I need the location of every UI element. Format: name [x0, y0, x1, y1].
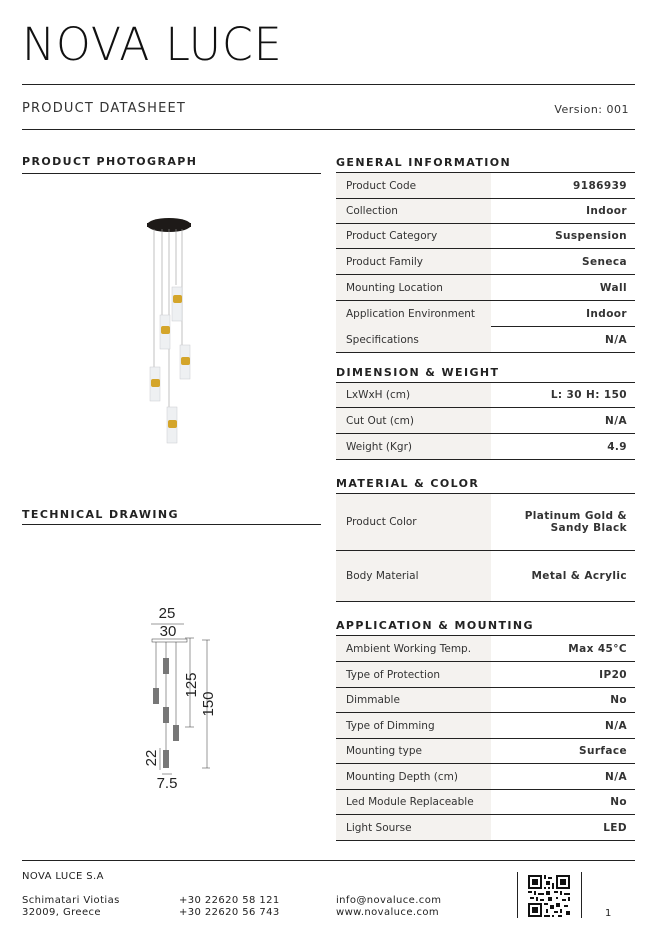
brand-logo: NOVA LUCE [22, 18, 283, 71]
row-label: Product Color [336, 494, 491, 550]
table-row [336, 636, 635, 662]
table-row [336, 327, 635, 353]
technical-drawing [140, 600, 220, 790]
dim-height-total: 150 [200, 691, 217, 717]
row-value: Indoor [586, 308, 627, 320]
dimension-weight-table [336, 383, 635, 460]
table-row [336, 173, 635, 199]
row-value: Metal & Acrylic [531, 570, 627, 582]
row-value: Seneca [582, 255, 627, 268]
technical-drawing-title: TECHNICAL DRAWING [22, 508, 179, 521]
row-value: N/A [605, 414, 627, 427]
table-row [336, 790, 635, 815]
document-title: PRODUCT DATASHEET [22, 101, 187, 116]
row-label: Body Material [336, 551, 491, 601]
table-row [336, 249, 635, 275]
row-label: Weight (Kgr) [336, 434, 491, 459]
footer-company: NOVA LUCE S.A [22, 871, 104, 882]
row-label: Cut Out (cm) [336, 408, 491, 433]
general-information-table [336, 173, 635, 353]
row-label: Product Code [336, 173, 491, 198]
dim-height-inner: 125 [183, 672, 200, 698]
row-value: N/A [605, 333, 627, 346]
row-label: Mounting Depth (cm) [336, 764, 491, 789]
table-row [336, 713, 635, 739]
table-row [336, 383, 635, 408]
footer-divider [22, 860, 635, 861]
footer-website[interactable]: www.novaluce.com [336, 907, 440, 918]
product-photograph-title: PRODUCT PHOTOGRAPH [22, 155, 198, 168]
divider [22, 129, 635, 130]
row-label: Light Sourse [336, 815, 491, 840]
row-label: LxWxH (cm) [336, 383, 491, 407]
row-label: Ambient Working Temp. [336, 636, 491, 661]
footer-address-line2: 32009, Greece [22, 907, 101, 918]
table-row [336, 408, 635, 434]
row-value: LED [603, 821, 627, 834]
row-value: No [610, 694, 627, 706]
table-row [336, 199, 635, 224]
dim-pendant-width: 7.5 [156, 775, 178, 790]
row-value: Suspension [555, 230, 627, 242]
footer-address-line1: Schimatari Viotias [22, 895, 120, 906]
footer-phone-2: +30 22620 56 743 [179, 907, 280, 918]
qr-code-icon [528, 875, 570, 917]
row-label: Type of Protection [336, 662, 491, 687]
dimension-weight-title: DIMENSION & WEIGHT [336, 366, 500, 379]
table-row [336, 815, 635, 841]
dim-top-inner: 25 [158, 605, 176, 622]
table-row [336, 275, 635, 301]
dim-pendant-height: 22 [143, 749, 160, 767]
row-value: Platinum Gold & Sandy Black [524, 510, 627, 534]
row-value: 9186939 [573, 179, 627, 192]
version-label: Version: 001 [554, 103, 629, 116]
divider [22, 84, 635, 85]
application-mounting-table [336, 636, 635, 841]
row-value: No [610, 796, 627, 808]
row-label: Application Environment [336, 301, 491, 327]
application-mounting-title: APPLICATION & MOUNTING [336, 619, 534, 632]
row-value: N/A [605, 719, 627, 732]
table-row [336, 739, 635, 764]
row-label: Specifications [336, 327, 491, 352]
page-number: 1 [605, 908, 612, 919]
row-value: IP20 [599, 668, 627, 681]
table-row [336, 301, 635, 327]
footer-separator [517, 872, 518, 918]
row-label: Mounting Location [336, 275, 491, 300]
table-row [336, 224, 635, 249]
row-value: L: 30 H: 150 [550, 389, 627, 401]
row-value: Surface [578, 745, 627, 757]
table-row [336, 764, 635, 790]
row-label: Mounting type [336, 739, 491, 763]
table-row [336, 662, 635, 688]
material-color-title: MATERIAL & COLOR [336, 477, 480, 490]
row-label: Dimmable [336, 688, 491, 712]
row-label: Product Family [336, 249, 491, 274]
row-value: Wall [599, 281, 627, 294]
row-value: Indoor [586, 205, 627, 217]
dim-top-outer: 30 [159, 623, 177, 640]
row-value: 4.9 [607, 440, 627, 453]
product-photo [140, 215, 200, 445]
row-label: Type of Dimming [336, 713, 491, 738]
table-row [336, 551, 635, 602]
row-value: Max 45°C [568, 642, 627, 655]
section-divider [22, 524, 321, 525]
row-label: Collection [336, 199, 491, 223]
table-row [336, 688, 635, 713]
row-value: N/A [605, 770, 627, 783]
material-color-table [336, 494, 635, 602]
table-row [336, 434, 635, 460]
footer-email[interactable]: info@novaluce.com [336, 895, 442, 906]
row-label: Product Category [336, 224, 491, 248]
footer-phone-1: +30 22620 58 121 [179, 895, 280, 906]
general-information-title: GENERAL INFORMATION [336, 156, 512, 169]
table-row [336, 494, 635, 551]
section-divider [22, 173, 321, 174]
row-label: Led Module Replaceable [336, 790, 491, 814]
footer-separator [581, 872, 582, 918]
